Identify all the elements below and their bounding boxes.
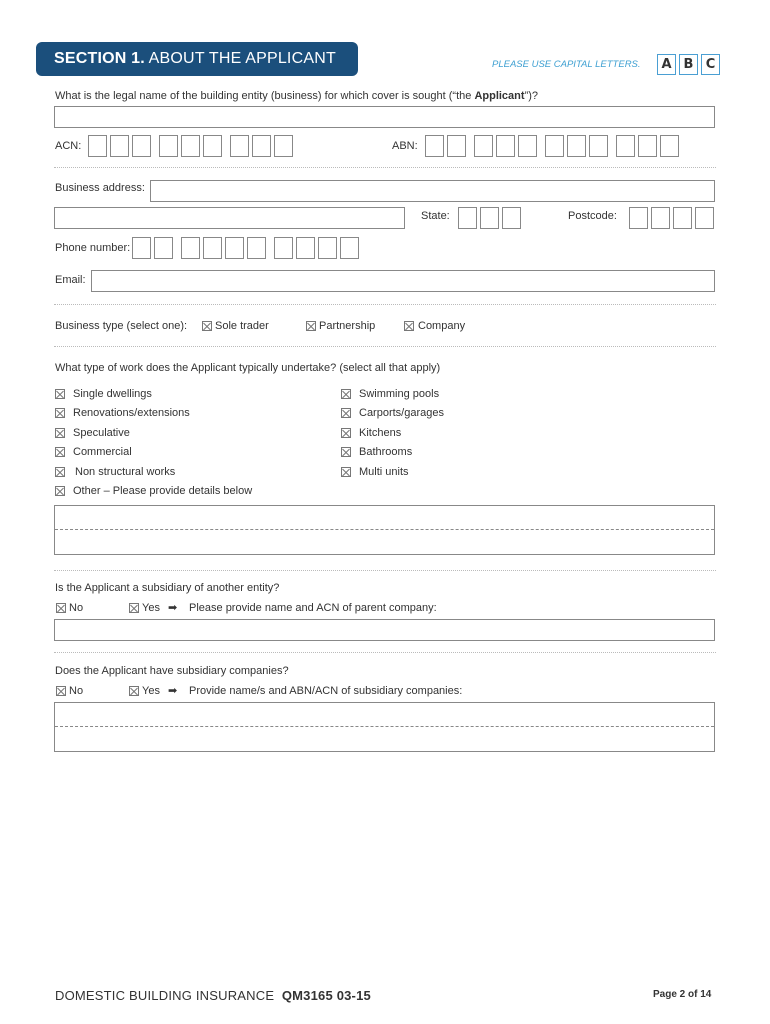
postcode-label: Postcode:	[568, 210, 617, 222]
subsidiary-of-yes-label: Yes	[142, 602, 160, 614]
partnership-checkbox[interactable]	[306, 321, 316, 331]
non-structural-checkbox[interactable]	[55, 467, 65, 477]
speculative-label: Speculative	[73, 427, 130, 439]
subsidiary-companies-field[interactable]	[54, 702, 715, 752]
divider	[54, 346, 716, 347]
character-cell[interactable]	[651, 207, 670, 229]
commercial-label: Commercial	[73, 446, 132, 458]
subsidiary-of-yes-checkbox[interactable]	[129, 603, 139, 613]
character-cell[interactable]	[88, 135, 107, 157]
subsidiary-of-question: Is the Applicant a subsidiary of another entity?	[55, 582, 280, 594]
postcode-cells[interactable]	[629, 207, 716, 229]
character-cell[interactable]	[480, 207, 499, 229]
character-cell[interactable]	[110, 135, 129, 157]
has-subsidiaries-instruction: Provide name/s and ABN/ACN of subsidiary companies:	[189, 685, 463, 697]
footer-doc-title: DOMESTIC BUILDING INSURANCE	[55, 988, 275, 1003]
character-cell[interactable]	[132, 135, 151, 157]
speculative-checkbox[interactable]	[55, 428, 65, 438]
renovations-label: Renovations/extensions	[73, 407, 190, 419]
footer-title	[55, 988, 371, 1003]
legal-name-question-suffix: ”)?	[524, 90, 539, 102]
non-structural-label: Non structural works	[75, 466, 176, 478]
character-cell[interactable]	[660, 135, 679, 157]
character-cell[interactable]	[518, 135, 537, 157]
subsidiary-of-instruction: Please provide name and ACN of parent company:	[189, 602, 437, 614]
character-cell[interactable]	[203, 237, 222, 259]
character-cell[interactable]	[154, 237, 173, 259]
has-subsidiaries-yes-checkbox[interactable]	[129, 686, 139, 696]
other-label: Other – Please provide details below	[73, 485, 253, 497]
business-address-label: Business address:	[55, 182, 145, 194]
acn-cells[interactable]	[88, 135, 293, 157]
footer-form-code: QM3165 03-15	[281, 988, 371, 1003]
other-checkbox[interactable]	[55, 486, 65, 496]
section-number: SECTION 1.	[54, 50, 145, 67]
abn-label: ABN:	[392, 140, 418, 152]
character-cell[interactable]	[181, 237, 200, 259]
email-label: Email:	[55, 274, 86, 286]
has-subsidiaries-yes-label: Yes	[142, 685, 160, 697]
bathrooms-checkbox[interactable]	[341, 447, 351, 457]
has-subsidiaries-no-checkbox[interactable]	[56, 686, 66, 696]
email-field[interactable]	[91, 270, 715, 292]
swimming-pools-checkbox[interactable]	[341, 389, 351, 399]
single-dwellings-checkbox[interactable]	[55, 389, 65, 399]
character-cell[interactable]	[545, 135, 564, 157]
multi-units-checkbox[interactable]	[341, 467, 351, 477]
renovations-checkbox[interactable]	[55, 408, 65, 418]
divider	[54, 570, 716, 571]
abn-cells[interactable]	[425, 135, 680, 157]
section-header	[36, 42, 358, 76]
character-cell[interactable]	[340, 237, 359, 259]
character-cell[interactable]	[203, 135, 222, 157]
character-cell[interactable]	[589, 135, 608, 157]
single-dwellings-label: Single dwellings	[73, 388, 152, 400]
character-cell[interactable]	[252, 135, 271, 157]
arrow-right-icon: ➡	[168, 602, 178, 614]
character-cell[interactable]	[638, 135, 657, 157]
acn-label: ACN:	[55, 140, 82, 152]
character-cell[interactable]	[447, 135, 466, 157]
field-dashed-line	[55, 529, 714, 530]
field-dashed-line	[55, 726, 714, 727]
sole-trader-label: Sole trader	[215, 320, 269, 332]
work-type-question: What type of work does the Applicant typically undertake? (select all that apply)	[55, 362, 441, 374]
carports-label: Carports/garages	[359, 407, 444, 419]
character-cell[interactable]	[567, 135, 586, 157]
divider	[54, 652, 716, 653]
carports-checkbox[interactable]	[341, 408, 351, 418]
has-subsidiaries-question: Does the Applicant have subsidiary companies?	[55, 665, 289, 677]
state-label: State:	[421, 210, 450, 222]
swimming-pools-label: Swimming pools	[359, 388, 440, 400]
sole-trader-checkbox[interactable]	[202, 321, 212, 331]
commercial-checkbox[interactable]	[55, 447, 65, 457]
business-address-field-line2[interactable]	[54, 207, 405, 229]
character-cell[interactable]	[225, 237, 244, 259]
business-type-label: Business type (select one):	[55, 320, 188, 332]
multi-units-label: Multi units	[359, 466, 409, 478]
phone-label: Phone number:	[55, 242, 131, 254]
subsidiary-of-no-checkbox[interactable]	[56, 603, 66, 613]
kitchens-label: Kitchens	[359, 427, 402, 439]
legal-name-question-bold: Applicant	[474, 90, 525, 102]
character-cell[interactable]	[296, 237, 315, 259]
caps-example-c: C	[701, 54, 720, 75]
parent-company-field[interactable]	[54, 619, 715, 641]
arrow-right-icon: ➡	[168, 685, 178, 697]
character-cell[interactable]	[474, 135, 493, 157]
character-cell[interactable]	[695, 207, 714, 229]
character-cell[interactable]	[274, 135, 293, 157]
has-subsidiaries-no-label: No	[69, 685, 84, 697]
other-details-field[interactable]	[54, 505, 715, 555]
company-label: Company	[418, 320, 466, 332]
character-cell[interactable]	[629, 207, 648, 229]
divider	[54, 167, 716, 168]
character-cell[interactable]	[181, 135, 200, 157]
character-cell[interactable]	[132, 237, 151, 259]
character-cell[interactable]	[247, 237, 266, 259]
character-cell[interactable]	[425, 135, 444, 157]
character-cell[interactable]	[502, 207, 521, 229]
caps-example-b: B	[679, 54, 698, 75]
capital-letters-note: PLEASE USE CAPITAL LETTERS.	[492, 59, 641, 70]
character-cell[interactable]	[230, 135, 249, 157]
state-cells[interactable]	[458, 207, 522, 229]
character-cell[interactable]	[274, 237, 293, 259]
divider	[54, 304, 716, 305]
company-checkbox[interactable]	[404, 321, 414, 331]
subsidiary-of-no-label: No	[69, 602, 84, 614]
character-cell[interactable]	[318, 237, 337, 259]
caps-example-a: A	[657, 54, 676, 75]
character-cell[interactable]	[616, 135, 635, 157]
character-cell[interactable]	[673, 207, 692, 229]
section-title: ABOUT THE APPLICANT	[148, 50, 336, 67]
character-cell[interactable]	[496, 135, 515, 157]
page-number: Page 2 of 14	[653, 989, 712, 1000]
partnership-label: Partnership	[319, 320, 376, 332]
business-address-field-line1[interactable]	[150, 180, 715, 202]
character-cell[interactable]	[458, 207, 477, 229]
legal-name-question-prefix: What is the legal name of the building entity (business) for which cover is sought (“the	[55, 90, 475, 102]
legal-name-field[interactable]	[54, 106, 715, 128]
bathrooms-label: Bathrooms	[359, 446, 413, 458]
phone-cells[interactable]	[132, 237, 362, 259]
legal-name-question	[55, 90, 538, 102]
kitchens-checkbox[interactable]	[341, 428, 351, 438]
character-cell[interactable]	[159, 135, 178, 157]
